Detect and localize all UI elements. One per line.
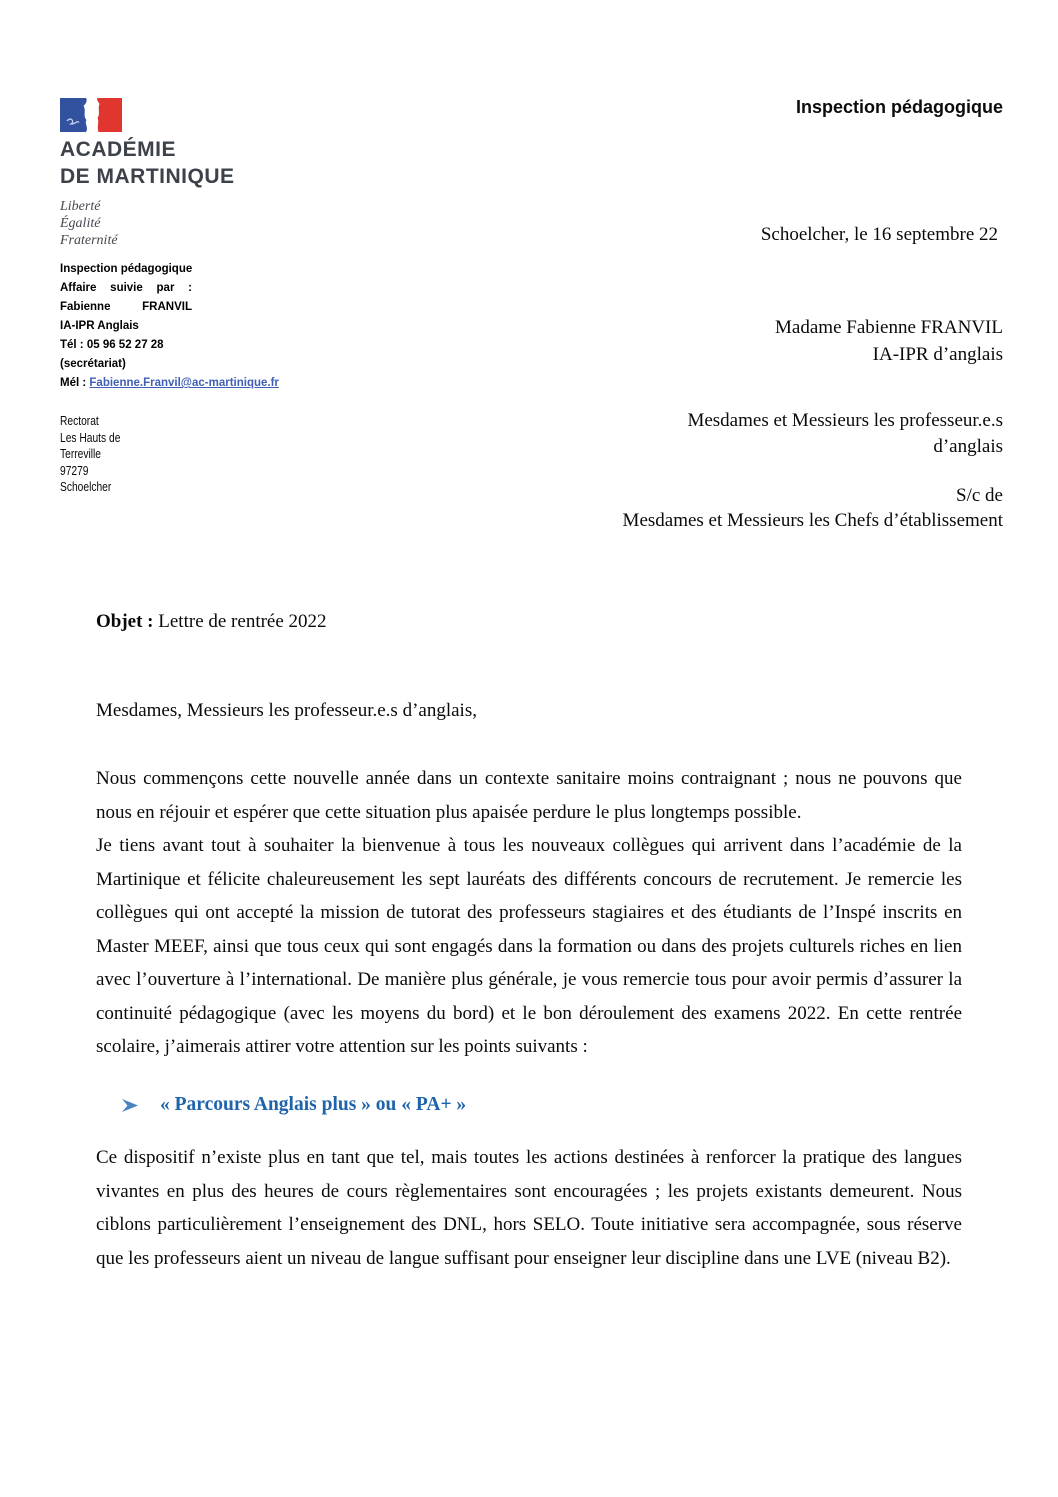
sender-email-label: Mél : bbox=[60, 377, 87, 389]
sender-followup-label: Affaire suivie par : bbox=[60, 282, 192, 294]
paragraph-2: Je tiens avant tout à souhaiter la bienvenue à tous les nouveaux collègues qui arrivent dans l’académie de la Martinique et félicite chaleureusement les sept lauréats des différents concours de recrutement. Je remercie les collègues qui ont accepté la mission de tutorat des professeurs stagiaires et des étudiants de l’Inspé inscrits en Master MEEF, ainsi que tous ceux qui sont engagés dans la formation ou dans des projets culturels riches en lien avec l’ouverture à l’international. De manière plus générale, je vous remercie tous pour avoir permis d’assurer la continuité pédagogique (avec les moyens du bord) et le bon déroulement des examens 2022. En cette rentrée scolaire, j’aimerais attirer votre attention sur les points suivants : bbox=[96, 835, 962, 1057]
recipient-line: IA-IPR d’anglais bbox=[872, 344, 1003, 365]
recipient-chefs-block bbox=[623, 483, 1003, 533]
motto-fraternite: Fraternité bbox=[60, 233, 118, 248]
sender-title: IA-IPR Anglais bbox=[60, 320, 139, 332]
recipient-line: d’anglais bbox=[933, 436, 1003, 457]
postal-address-block bbox=[60, 413, 120, 496]
recipient-line: Madame Fabienne FRANVIL bbox=[775, 317, 1003, 338]
motto-liberte: Liberté bbox=[60, 199, 101, 214]
paragraph-3: Ce dispositif n’existe plus en tant que tel, mais toutes les actions destinées à renforcer la pratique des langues vivantes en plus des heures de cours règlementaires sont encouragées ; les projets existants demeurent. Nous ciblons particulièrement l’enseignement des DNL, hors SELO. Toute initiative sera accompagnée, sous réserve que les professeurs aient un niveau de langue suffisant pour enseigner leur discipline dans une LVE (niveau B2). bbox=[96, 1147, 962, 1269]
arrow-bullet-icon bbox=[121, 1098, 139, 1113]
subject-line bbox=[96, 611, 327, 633]
sender-email-link[interactable]: Fabienne.Franvil@ac-martinique.fr bbox=[89, 377, 279, 389]
sender-service: Inspection pédagogique bbox=[60, 263, 193, 275]
subject-label: Objet : bbox=[96, 611, 154, 632]
dateline: Schoelcher, le 16 septembre 22 bbox=[760, 224, 998, 245]
recipient-professors-block bbox=[687, 408, 1003, 460]
body-text bbox=[96, 762, 962, 1064]
subject-value: Lettre de rentrée 2022 bbox=[153, 611, 327, 632]
french-flag-emblem-icon bbox=[60, 98, 122, 132]
section-heading-title: « Parcours Anglais plus » ou « PA+ » bbox=[160, 1094, 467, 1115]
recipient-line: Mesdames et Messieurs les professeur.e.s bbox=[687, 410, 1003, 431]
header-service-title: Inspection pédagogique bbox=[795, 97, 1003, 117]
republic-motto bbox=[60, 198, 235, 249]
sender-email-line bbox=[60, 374, 310, 393]
paragraph-1: Nous commençons cette nouvelle année dans un contexte sanitaire moins contraignant ; nous ne pouvons que nous en réjouir et espérer que cette situation plus apaisée perdure le plus longtemps possible. bbox=[96, 768, 962, 823]
academy-name-line2: DE MARTINIQUE bbox=[60, 165, 235, 188]
academy-name-line1: ACADÉMIE bbox=[60, 138, 177, 161]
postal-line: 97279 bbox=[60, 463, 89, 478]
sender-phone: Tél : 05 96 52 27 28 bbox=[60, 339, 164, 351]
postal-line: Rectorat bbox=[60, 414, 99, 428]
section-heading-parcours-anglais-plus bbox=[121, 1094, 466, 1116]
motto-egalite: Égalité bbox=[60, 216, 101, 231]
recipient-line: Mesdames et Messieurs les Chefs d’établissement bbox=[622, 510, 1003, 531]
academie-martinique-logo bbox=[60, 98, 235, 249]
sender-phone-note: (secrétariat) bbox=[60, 358, 126, 370]
sender-contact-block bbox=[60, 260, 310, 393]
postal-line: Les Hauts de bbox=[60, 430, 121, 445]
recipient-line: S/c de bbox=[956, 485, 1003, 506]
sender-name: Fabienne FRANVIL bbox=[60, 301, 192, 313]
salutation: Mesdames, Messieurs les professeur.e.s d’anglais, bbox=[96, 700, 477, 721]
recipient-inspector-block bbox=[775, 314, 1003, 368]
postal-line: Terreville bbox=[60, 447, 102, 461]
postal-line: Schoelcher bbox=[60, 480, 112, 494]
